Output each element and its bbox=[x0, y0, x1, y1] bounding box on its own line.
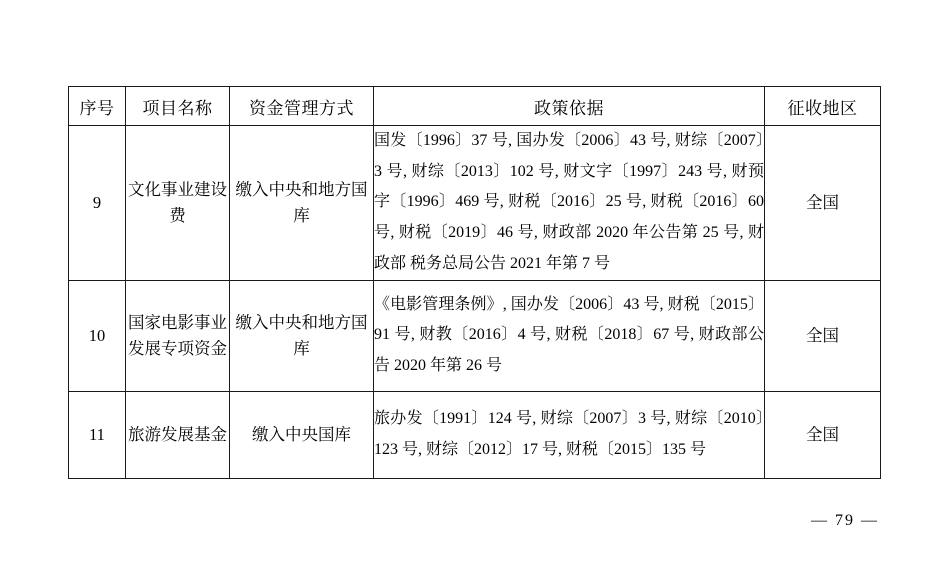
cell-fund: 缴入中央和地方国库 bbox=[230, 280, 374, 391]
cell-basis: 《电影管理条例》, 国办发〔2006〕43 号, 财税〔2015〕91 号, 财教〔2016〕4 号, 财税〔2018〕67 号, 财政部公告 2020 年第 26 号 bbox=[374, 280, 765, 391]
policy-basis-table bbox=[68, 86, 881, 479]
cell-area: 全国 bbox=[765, 280, 881, 391]
table-header-row bbox=[69, 87, 881, 126]
column-header-seq: 序号 bbox=[69, 87, 126, 126]
cell-name: 文化事业建设费 bbox=[126, 126, 230, 281]
column-header-name: 项目名称 bbox=[126, 87, 230, 126]
cell-basis: 国发〔1996〕37 号, 国办发〔2006〕43 号, 财综〔2007〕3 号, 财综〔2013〕102 号, 财文字〔1997〕243 号, 财预字〔1996〕469 号, 财税〔2016〕25 号, 财税〔2016〕60 号, 财税〔2019〕46 号, 财政部 2020 年公告第 25 号, 财政部 税务总局公告 2021 年第 7 号 bbox=[374, 126, 765, 281]
table-row bbox=[69, 391, 881, 478]
column-header-fund: 资金管理方式 bbox=[230, 87, 374, 126]
cell-seq: 9 bbox=[69, 126, 126, 281]
table-row bbox=[69, 280, 881, 391]
cell-area: 全国 bbox=[765, 126, 881, 281]
cell-basis: 旅办发〔1991〕124 号, 财综〔2007〕3 号, 财综〔2010〕123 号, 财综〔2012〕17 号, 财税〔2015〕135 号 bbox=[374, 391, 765, 478]
cell-seq: 11 bbox=[69, 391, 126, 478]
page-number: — 79 — bbox=[811, 512, 879, 529]
cell-fund: 缴入中央国库 bbox=[230, 391, 374, 478]
column-header-basis: 政策依据 bbox=[374, 87, 765, 126]
cell-area: 全国 bbox=[765, 391, 881, 478]
cell-name: 旅游发展基金 bbox=[126, 391, 230, 478]
cell-seq: 10 bbox=[69, 280, 126, 391]
cell-fund: 缴入中央和地方国库 bbox=[230, 126, 374, 281]
column-header-area: 征收地区 bbox=[765, 87, 881, 126]
cell-name: 国家电影事业发展专项资金 bbox=[126, 280, 230, 391]
table-row bbox=[69, 126, 881, 281]
